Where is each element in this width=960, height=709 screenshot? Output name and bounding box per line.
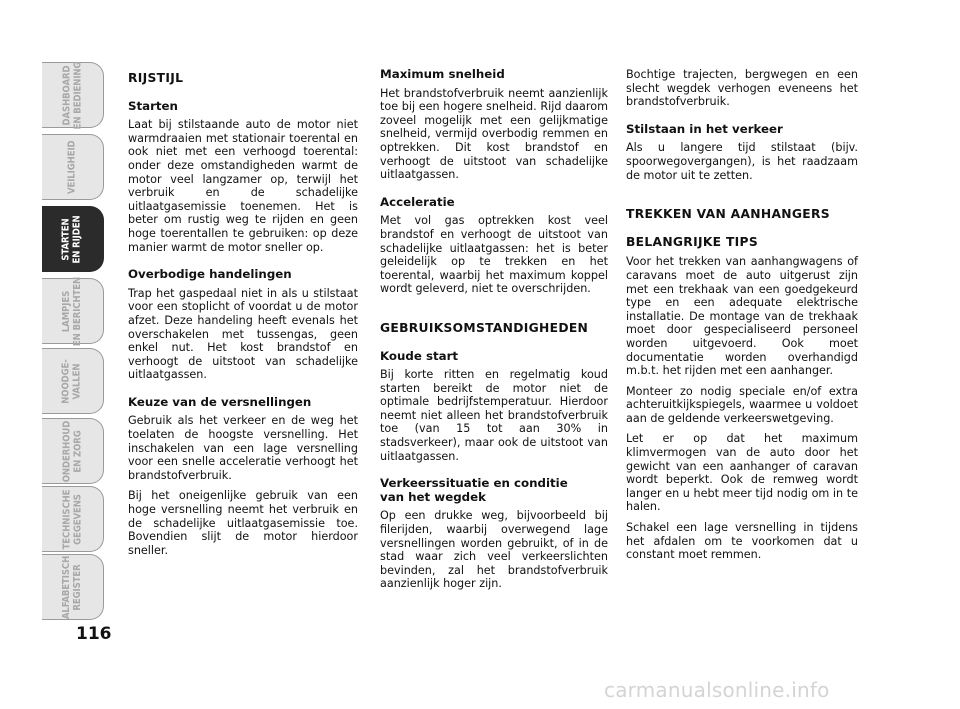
subsection-title: Stilstaan in het verkeer xyxy=(626,121,783,136)
tab-label: NOODGE- VALLEN xyxy=(60,358,83,404)
section-subheading: BELANGRIJKE TIPS xyxy=(626,234,758,249)
paragraph: Het brandstofverbruik neemt aanzienlijk toe bij een hogere snelheid. Rijd daarom zoveel mogelijk met een gelijkmatige snelheid, vermijd overbodig remmen en optrekken. Dit kost brandstof en verhoogt de uitstoot van schadelijke uitlaatgassen. xyxy=(380,86,608,182)
tab-label: LAMPJES EN BERICHTEN xyxy=(61,276,83,346)
page-number: 116 xyxy=(76,624,112,644)
tab-label: ALFABETISCH REGISTER xyxy=(61,555,83,619)
tab-label: VEILIGHEID xyxy=(66,140,78,194)
section-heading: TREKKEN VAN AANHANGERS xyxy=(626,207,830,222)
paragraph: Als u langere tijd stilstaat (bijv. spoorwegovergangen), is het raadzaam de motor uit te zetten. xyxy=(626,141,858,182)
column-right xyxy=(626,68,858,569)
column-left xyxy=(128,68,358,571)
tab-label: DASHBOARD EN BEDIENING xyxy=(61,61,83,129)
subsection-title: Starten xyxy=(128,98,178,113)
tab-onderhoud[interactable] xyxy=(42,418,104,484)
tab-veiligheid[interactable] xyxy=(42,134,104,200)
paragraph: Bij korte ritten en regelmatig koud starten bereikt de motor niet de optimale bedrijfstemperatuur. Hierdoor neemt niet alleen het brandstofverbruik toe (van 15 tot aan 30% in stadsverkeer), maar ook de uitstoot van uitlaatgassen. xyxy=(380,368,608,463)
chapter-tabs xyxy=(42,0,104,709)
section-heading: RIJSTIJL xyxy=(128,71,184,85)
subsection-title: Acceleratie xyxy=(380,194,455,209)
tab-label: STARTEN EN RIJDEN xyxy=(61,214,83,264)
paragraph: Bij het oneigenlijke gebruik van een hoge versnelling neemt het verbruik en de schadelijke uitlaatgasemissie toe. Bovendien slijt de motor hierdoor sneller. xyxy=(128,489,358,557)
paragraph: Gebruik als het verkeer en de weg het toelaten de hoogste versnelling. Het inschakelen van een lage versnelling voor een snelle acceleratie verhoogt het brandstofverbruik. xyxy=(128,414,358,482)
paragraph: Met vol gas optrekken kost veel brandstof en verhoogt de uitstoot van schadelijke uitlaatgassen: het is beter geleidelijk op te trekken en het toerental, waarbij het maximum koppel wordt geleverd, niet te overschrijden. xyxy=(380,214,608,296)
watermark: carmanualsonline.info xyxy=(604,678,830,702)
tab-lampjes[interactable] xyxy=(42,278,104,344)
paragraph: Bochtige trajecten, bergwegen en een slecht wegdek verhogen eveneens het brandstofverbruik. xyxy=(626,68,858,109)
paragraph: Op een drukke weg, bijvoorbeeld bij filerijden, waarbij overwegend lage versnellingen worden gebruikt, of in de stad waar zich veel verkeerslichten bevinden, zal het brandstofverbruik aanzienlijk hoger zijn. xyxy=(380,509,608,591)
tab-technische-gegevens[interactable] xyxy=(42,486,104,552)
subsection-title: Koude start xyxy=(380,348,459,363)
tab-label: ONDERHOUD EN ZORG xyxy=(61,420,83,482)
subsection-title: Keuze van de versnellingen xyxy=(128,394,312,409)
paragraph: Schakel een lage versnelling in tijdens het afdalen om te voorkomen dat u constant moet remmen. xyxy=(626,521,858,562)
paragraph: Voor het trekken van aanhangwagens of caravans moet de auto uitgerust zijn met een trekhaak van een goedgekeurd type en een adequate elektrische installatie. De montage van de trekhaak moet door gespecialiseerd personeel worden uitgevoerd. Ook moet documentatie worden overhandigd m.b.t. het rijden met een aanhanger. xyxy=(626,255,858,378)
subsection-title: Overbodige handelingen xyxy=(128,267,292,282)
paragraph: Let er op dat het maximum klimvermogen van de auto door het gewicht van een aanhanger of caravan wordt beperkt. Ook de remweg wordt langer en u hebt meer tijd nodig om in te halen. xyxy=(626,432,858,514)
paragraph: Trap het gaspedaal niet in als u stilstaat voor een stoplicht of voordat u de motor afzet. Deze handeling heeft evenals het overschakelen met tussengas, geen enkel nut. Het kost brandstof en verhoogt de uitstoot van schadelijke uitlaatgassen. xyxy=(128,286,358,382)
section-heading: GEBRUIKSOMSTANDIGHEDEN xyxy=(380,320,589,335)
tab-starten-active[interactable] xyxy=(42,206,104,272)
column-middle xyxy=(380,68,608,605)
tab-dashboard[interactable] xyxy=(42,62,104,128)
tab-noodgevallen[interactable] xyxy=(42,348,104,414)
paragraph: Monteer zo nodig speciale en/of extra achteruitkijkspiegels, waarmee u voldoet aan de geldende verkeerswetgeving. xyxy=(626,384,858,425)
subsection-title: van het wegdek xyxy=(380,489,486,504)
subsection-title: Verkeerssituatie en conditie xyxy=(380,476,568,491)
paragraph: Laat bij stilstaande auto de motor niet warmdraaien met stationair toerental en ook niet met een verhoogd toerental: onder deze omstandigheden warmt de motor veel langzamer op, terwijl het verbruik en de schadelijke uitlaatgasemissie toenemen. Het is beter om rustig weg te rijden en geen hoge toerentallen te gebruiken: op deze manier warmt de motor sneller op. xyxy=(128,118,358,254)
tab-label: TECHNISCHE GEGEVENS xyxy=(60,489,83,549)
tab-alfabetisch-register[interactable] xyxy=(42,554,104,620)
subsection-title: Maximum snelheid xyxy=(380,67,505,81)
